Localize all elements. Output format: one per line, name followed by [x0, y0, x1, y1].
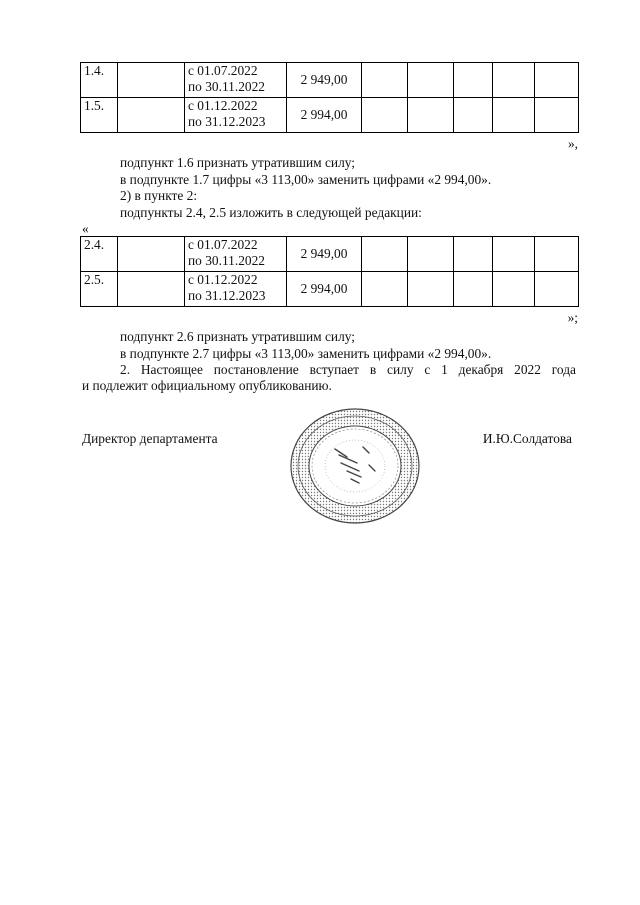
- table-row: [81, 63, 579, 98]
- round-seal-stamp-icon: [289, 407, 421, 525]
- table-row: [81, 98, 579, 133]
- closing-quote: »,: [567, 136, 578, 151]
- row-number: 2.4.: [81, 237, 118, 272]
- period-cell: [185, 272, 287, 307]
- row-number: 1.4.: [81, 63, 118, 98]
- period-cell: [185, 63, 287, 98]
- signer-name: И.Ю.Солдатова: [482, 431, 572, 446]
- period-to: по 30.11.2022: [188, 79, 265, 94]
- period-to: по 30.11.2022: [188, 253, 265, 268]
- tariff-table-2: [80, 236, 579, 307]
- period-to: по 31.12.2023: [188, 114, 266, 129]
- period-cell: [185, 98, 287, 133]
- paragraph: подпункты 2.4, 2.5 изложить в следующей редакции:: [120, 205, 422, 220]
- tariff-value: 2 949,00: [287, 63, 362, 98]
- period-from: с 01.12.2022: [188, 98, 258, 113]
- paragraph: 2) в пункте 2:: [120, 188, 198, 203]
- period-from: с 01.07.2022: [188, 63, 258, 78]
- paragraph: подпункт 2.6 признать утратившим силу;: [120, 329, 355, 344]
- period-to: по 31.12.2023: [188, 288, 266, 303]
- tariff-table-1: [80, 62, 579, 133]
- paragraph: в подпункте 1.7 цифры «3 113,00» заменить цифрами «2 994,00».: [120, 172, 492, 187]
- signer-position: Директор департамента: [82, 431, 218, 446]
- tariff-value: 2 994,00: [287, 98, 362, 133]
- paragraph: подпункт 1.6 признать утратившим силу;: [120, 155, 355, 170]
- period-cell: [185, 237, 287, 272]
- paragraph: в подпункте 2.7 цифры «3 113,00» заменить цифрами «2 994,00».: [120, 346, 492, 361]
- tariff-value: 2 994,00: [287, 272, 362, 307]
- period-from: с 01.12.2022: [188, 272, 258, 287]
- row-number: 2.5.: [81, 272, 118, 307]
- closing-quote: »;: [567, 310, 578, 325]
- row-number: 1.5.: [81, 98, 118, 133]
- table-row: [81, 237, 579, 272]
- tariff-value: 2 949,00: [287, 237, 362, 272]
- period-from: с 01.07.2022: [188, 237, 258, 252]
- paragraph: 2. Настоящее постановление вступает в силу с 1 декабря 2022 года: [120, 362, 576, 377]
- paragraph: и подлежит официальному опубликованию.: [82, 378, 332, 393]
- table-row: [81, 272, 579, 307]
- opening-quote: «: [82, 221, 89, 236]
